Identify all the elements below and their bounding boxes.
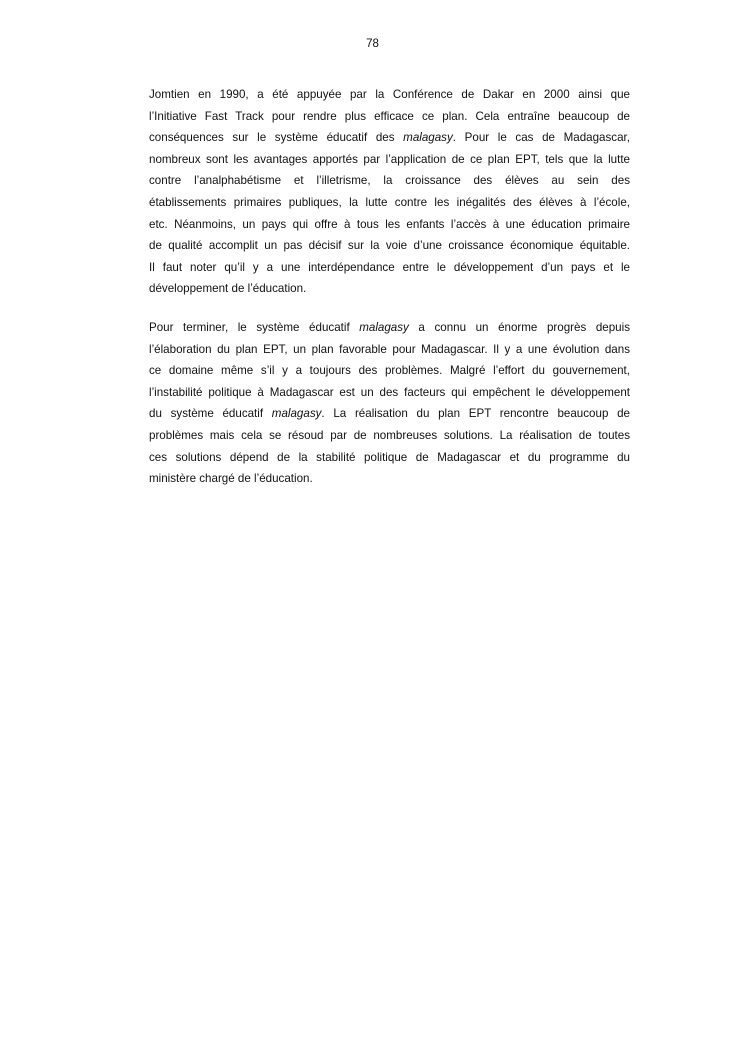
text-segment: de qualité accomplit un pas décisif sur la voie d’une croissance économique équitable.: [149, 239, 630, 253]
text-segment: du système éducatif: [149, 407, 272, 421]
italic-term: malagasy: [271, 407, 322, 421]
text-segment: conséquences sur le système éducatif des: [149, 131, 404, 145]
text-line: [149, 235, 630, 257]
italic-term: malagasy: [359, 321, 409, 334]
text-line: [149, 447, 630, 469]
text-segment: l’Initiative Fast Track pour rendre plus efficace ce plan. Cela entraîne beaucoup de: [149, 109, 630, 123]
text-line: [149, 170, 630, 192]
text-segment: problèmes mais cela se résoud par de nombreuses solutions. La réalisation de toutes: [149, 428, 630, 442]
text-segment: l’élaboration du plan EPT, un plan favorable pour Madagascar. Il y a une évolution dans: [149, 342, 630, 356]
text-line: [149, 317, 630, 339]
text-segment: nombreux sont les avantages apportés par l’application de ce plan EPT, tels que la lutte: [149, 152, 630, 166]
paragraph-2: [149, 317, 630, 490]
text-segment: Il faut noter qu’il y a une interdépendance entre le développement d’un pays et le: [149, 260, 630, 274]
text-segment: etc. Néanmoins, un pays qui offre à tous les enfants l’accès à une éducation primaire: [149, 217, 630, 231]
text-line: [149, 425, 630, 447]
text-line: [149, 278, 630, 300]
text-line: [149, 149, 630, 171]
text-segment: établissements primaires publiques, la lutte contre les inégalités des élèves à l’école,: [149, 195, 630, 209]
text-line: [149, 127, 630, 149]
text-line: [149, 214, 630, 236]
text-line: [149, 84, 630, 106]
text-line: [149, 403, 630, 425]
text-line: [149, 257, 630, 279]
text-segment: ces solutions dépend de la stabilité politique de Madagascar et du programme du: [149, 450, 630, 464]
paragraph-1: [149, 84, 630, 300]
text-line: [149, 468, 630, 490]
text-segment: l’instabilité politique à Madagascar est un des facteurs qui empêchent le développement: [149, 385, 630, 399]
text-segment: Jomtien en 1990, a été appuyée par la Conférence de Dakar en 2000 ainsi que: [149, 88, 630, 101]
text-segment: . La réalisation du plan EPT rencontre beaucoup de: [321, 407, 630, 421]
text-segment: développement de l’éducation.: [149, 282, 307, 296]
text-line: [149, 106, 630, 128]
italic-term: malagasy: [403, 131, 453, 145]
text-segment: ministère chargé de l’éducation.: [149, 472, 313, 486]
text-line: [149, 360, 630, 382]
page-number: 78: [366, 38, 379, 50]
text-line: [149, 382, 630, 404]
text-segment: Pour terminer, le système éducatif: [149, 321, 360, 334]
text-segment: ce domaine même s’il y a toujours des problèmes. Malgré l’effort du gouvernement,: [149, 364, 630, 378]
text-line: [149, 192, 630, 214]
text-segment: contre l’analphabétisme et l’illetrisme, la croissance des élèves au sein des: [149, 174, 630, 188]
text-segment: . Pour le cas de Madagascar,: [452, 131, 630, 145]
text-line: [149, 339, 630, 361]
text-segment: a connu un énorme progrès depuis: [408, 321, 630, 334]
